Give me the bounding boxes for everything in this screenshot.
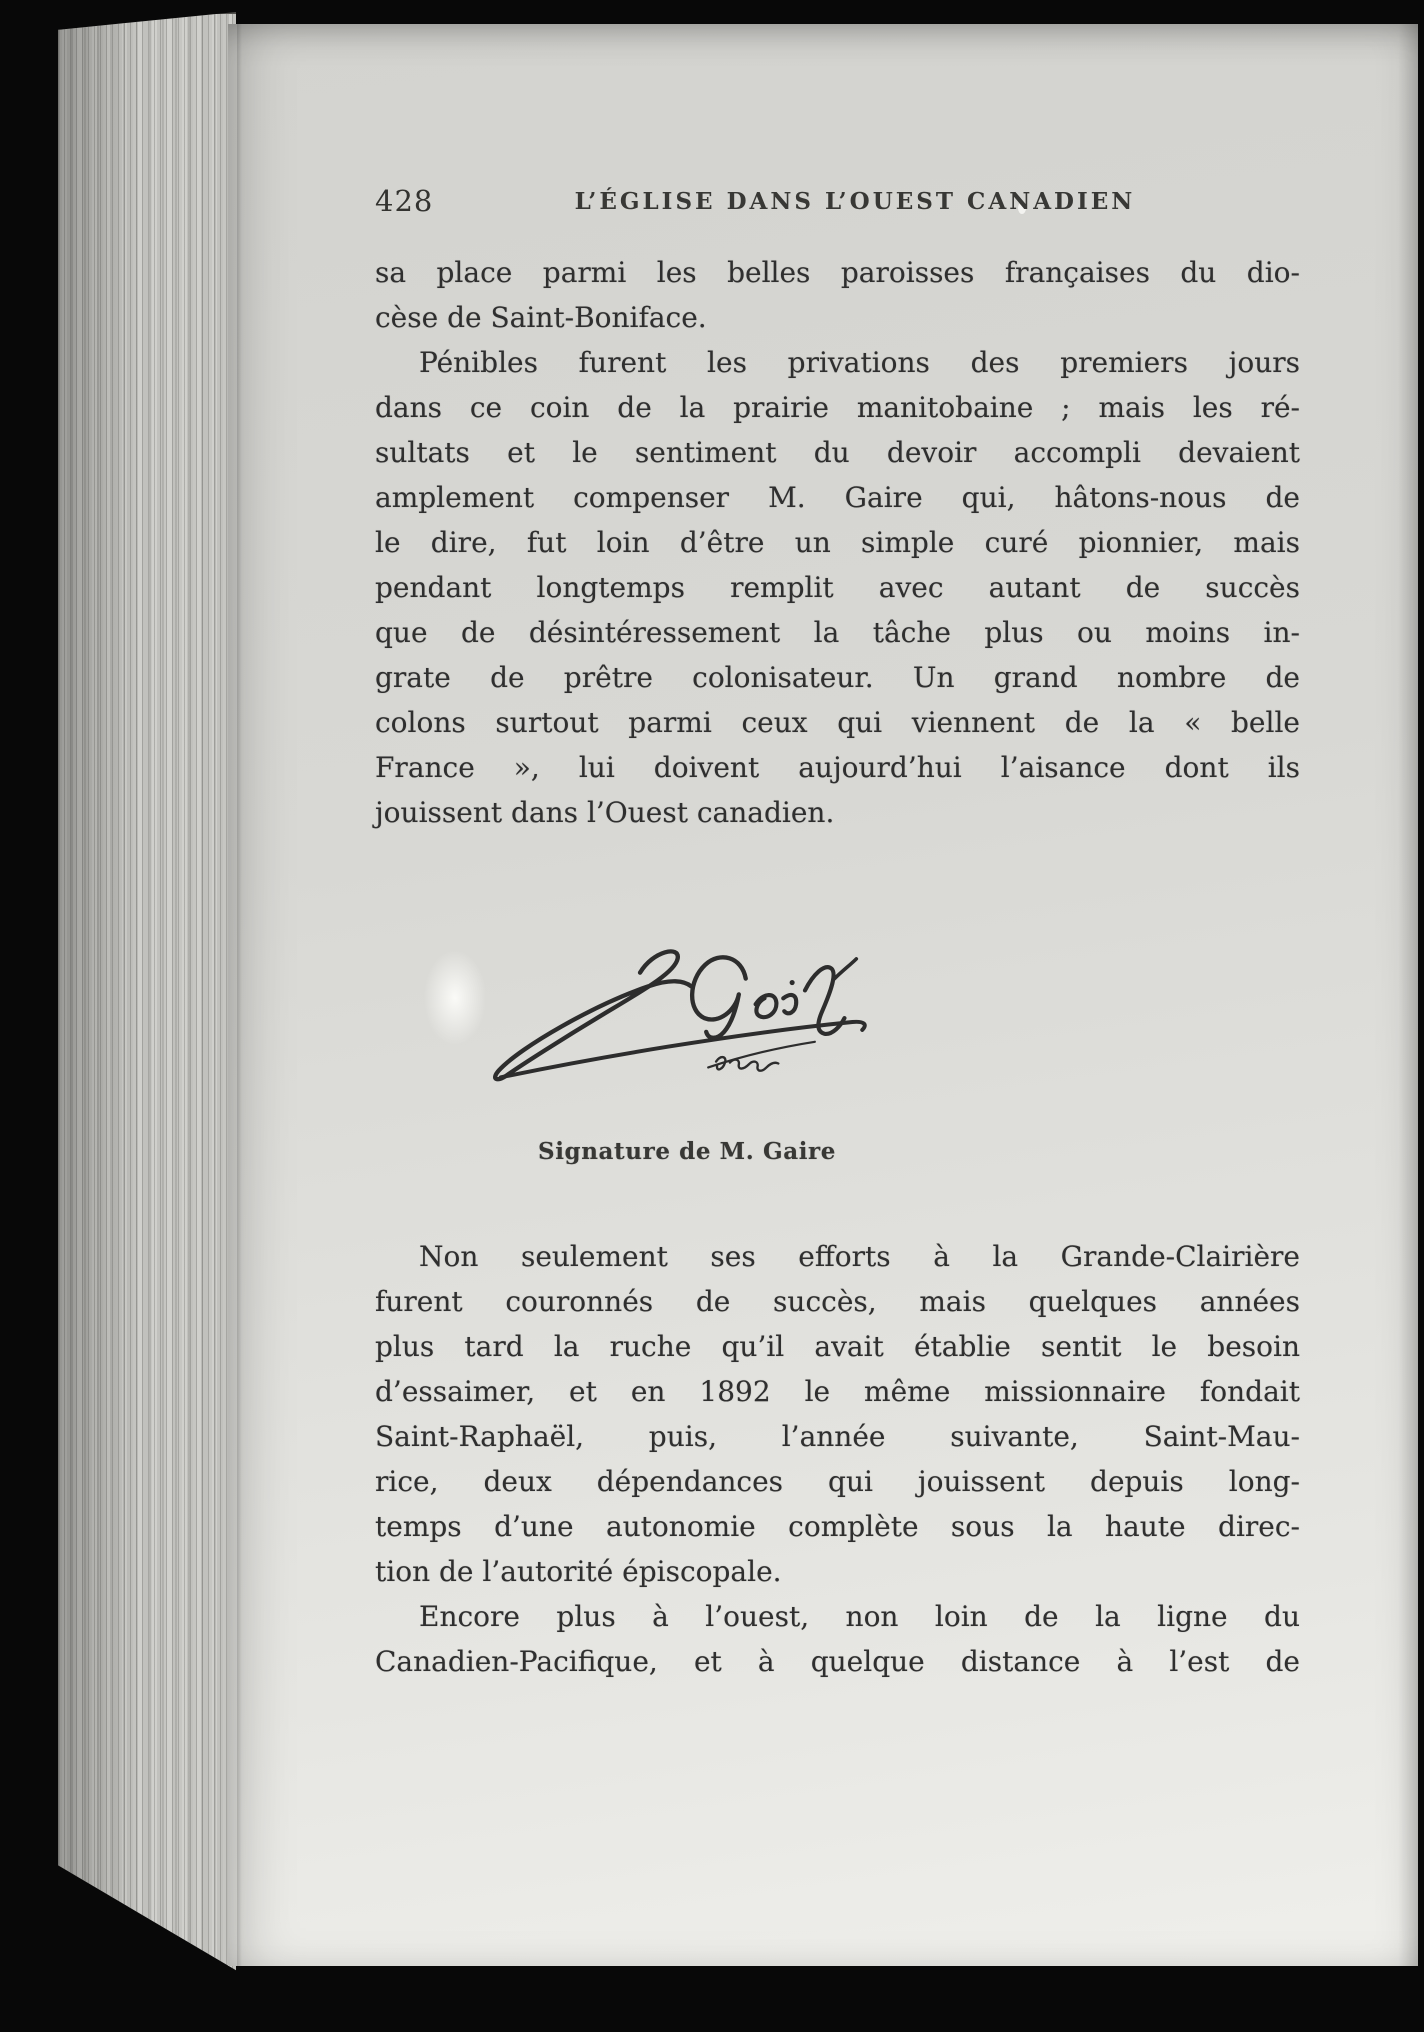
text-line: cèse de Saint-Boniface. (375, 301, 707, 334)
text-line: dans ce coin de la prairie manitobaine ; mais les ré- (375, 391, 1300, 424)
text-line: que de désintéressement la tâche plus ou moins in- (375, 616, 1300, 649)
text-line: France », lui doivent aujourd’hui l’aisance dont ils (375, 751, 1300, 784)
text-line: Canadien-Pacifique, et à quelque distance à l’est de (375, 1645, 1300, 1678)
text-line: rice, deux dépendances qui jouissent depuis long- (375, 1465, 1300, 1498)
text-line: amplement compenser M. Gaire qui, hâtons-nous de (375, 481, 1300, 514)
text-line: colons surtout parmi ceux qui viennent de la « belle (375, 706, 1300, 739)
text-line: grate de prêtre colonisateur. Un grand nombre de (375, 661, 1300, 694)
book-page-edges (58, 12, 236, 1992)
scanned-page (228, 24, 1418, 1966)
text-line: d’essaimer, et en 1892 le même missionnaire fondait (375, 1375, 1300, 1408)
text-line: pendant longtemps remplit avec autant de succès (375, 571, 1300, 604)
text-line: Pénibles furent les privations des premiers jours (419, 346, 1300, 379)
signature-image (487, 935, 882, 1113)
text-line: furent couronnés de succès, mais quelques années (375, 1285, 1300, 1318)
text-line: Encore plus à l’ouest, non loin de la ligne du (419, 1600, 1300, 1633)
text-line: tion de l’autorité épiscopale. (375, 1555, 782, 1588)
signature-caption: Signature de M. Gaire (538, 1138, 836, 1165)
paragraph (375, 250, 1300, 340)
text-line: sa place parmi les belles paroisses françaises du dio- (375, 256, 1300, 289)
text-line: sultats et le sentiment du devoir accompli devaient (375, 436, 1300, 469)
upper-paragraphs (375, 250, 1300, 835)
paragraph (375, 1594, 1300, 1684)
page-number: 428 (375, 184, 434, 218)
text-line: Non seulement ses efforts à la Grande-Clairière (419, 1240, 1300, 1273)
text-line: temps d’une autonomie complète sous la haute direc- (375, 1510, 1300, 1543)
running-title: L’ÉGLISE DANS L’OUEST CANADIEN (574, 188, 1136, 215)
page-header (375, 184, 1300, 226)
paragraph (375, 340, 1300, 835)
text-line: Saint-Raphaël, puis, l’année suivante, Saint-Mau- (375, 1420, 1300, 1453)
body-text (375, 250, 1300, 1684)
text-line: jouissent dans l’Ouest canadien. (375, 796, 835, 829)
paragraph (375, 1234, 1300, 1594)
lower-paragraphs (375, 1234, 1300, 1684)
text-line: le dire, fut loin d’être un simple curé pionnier, mais (375, 526, 1300, 559)
text-line: plus tard la ruche qu’il avait établie sentit le besoin (375, 1330, 1300, 1363)
signature-figure (375, 935, 1300, 1174)
